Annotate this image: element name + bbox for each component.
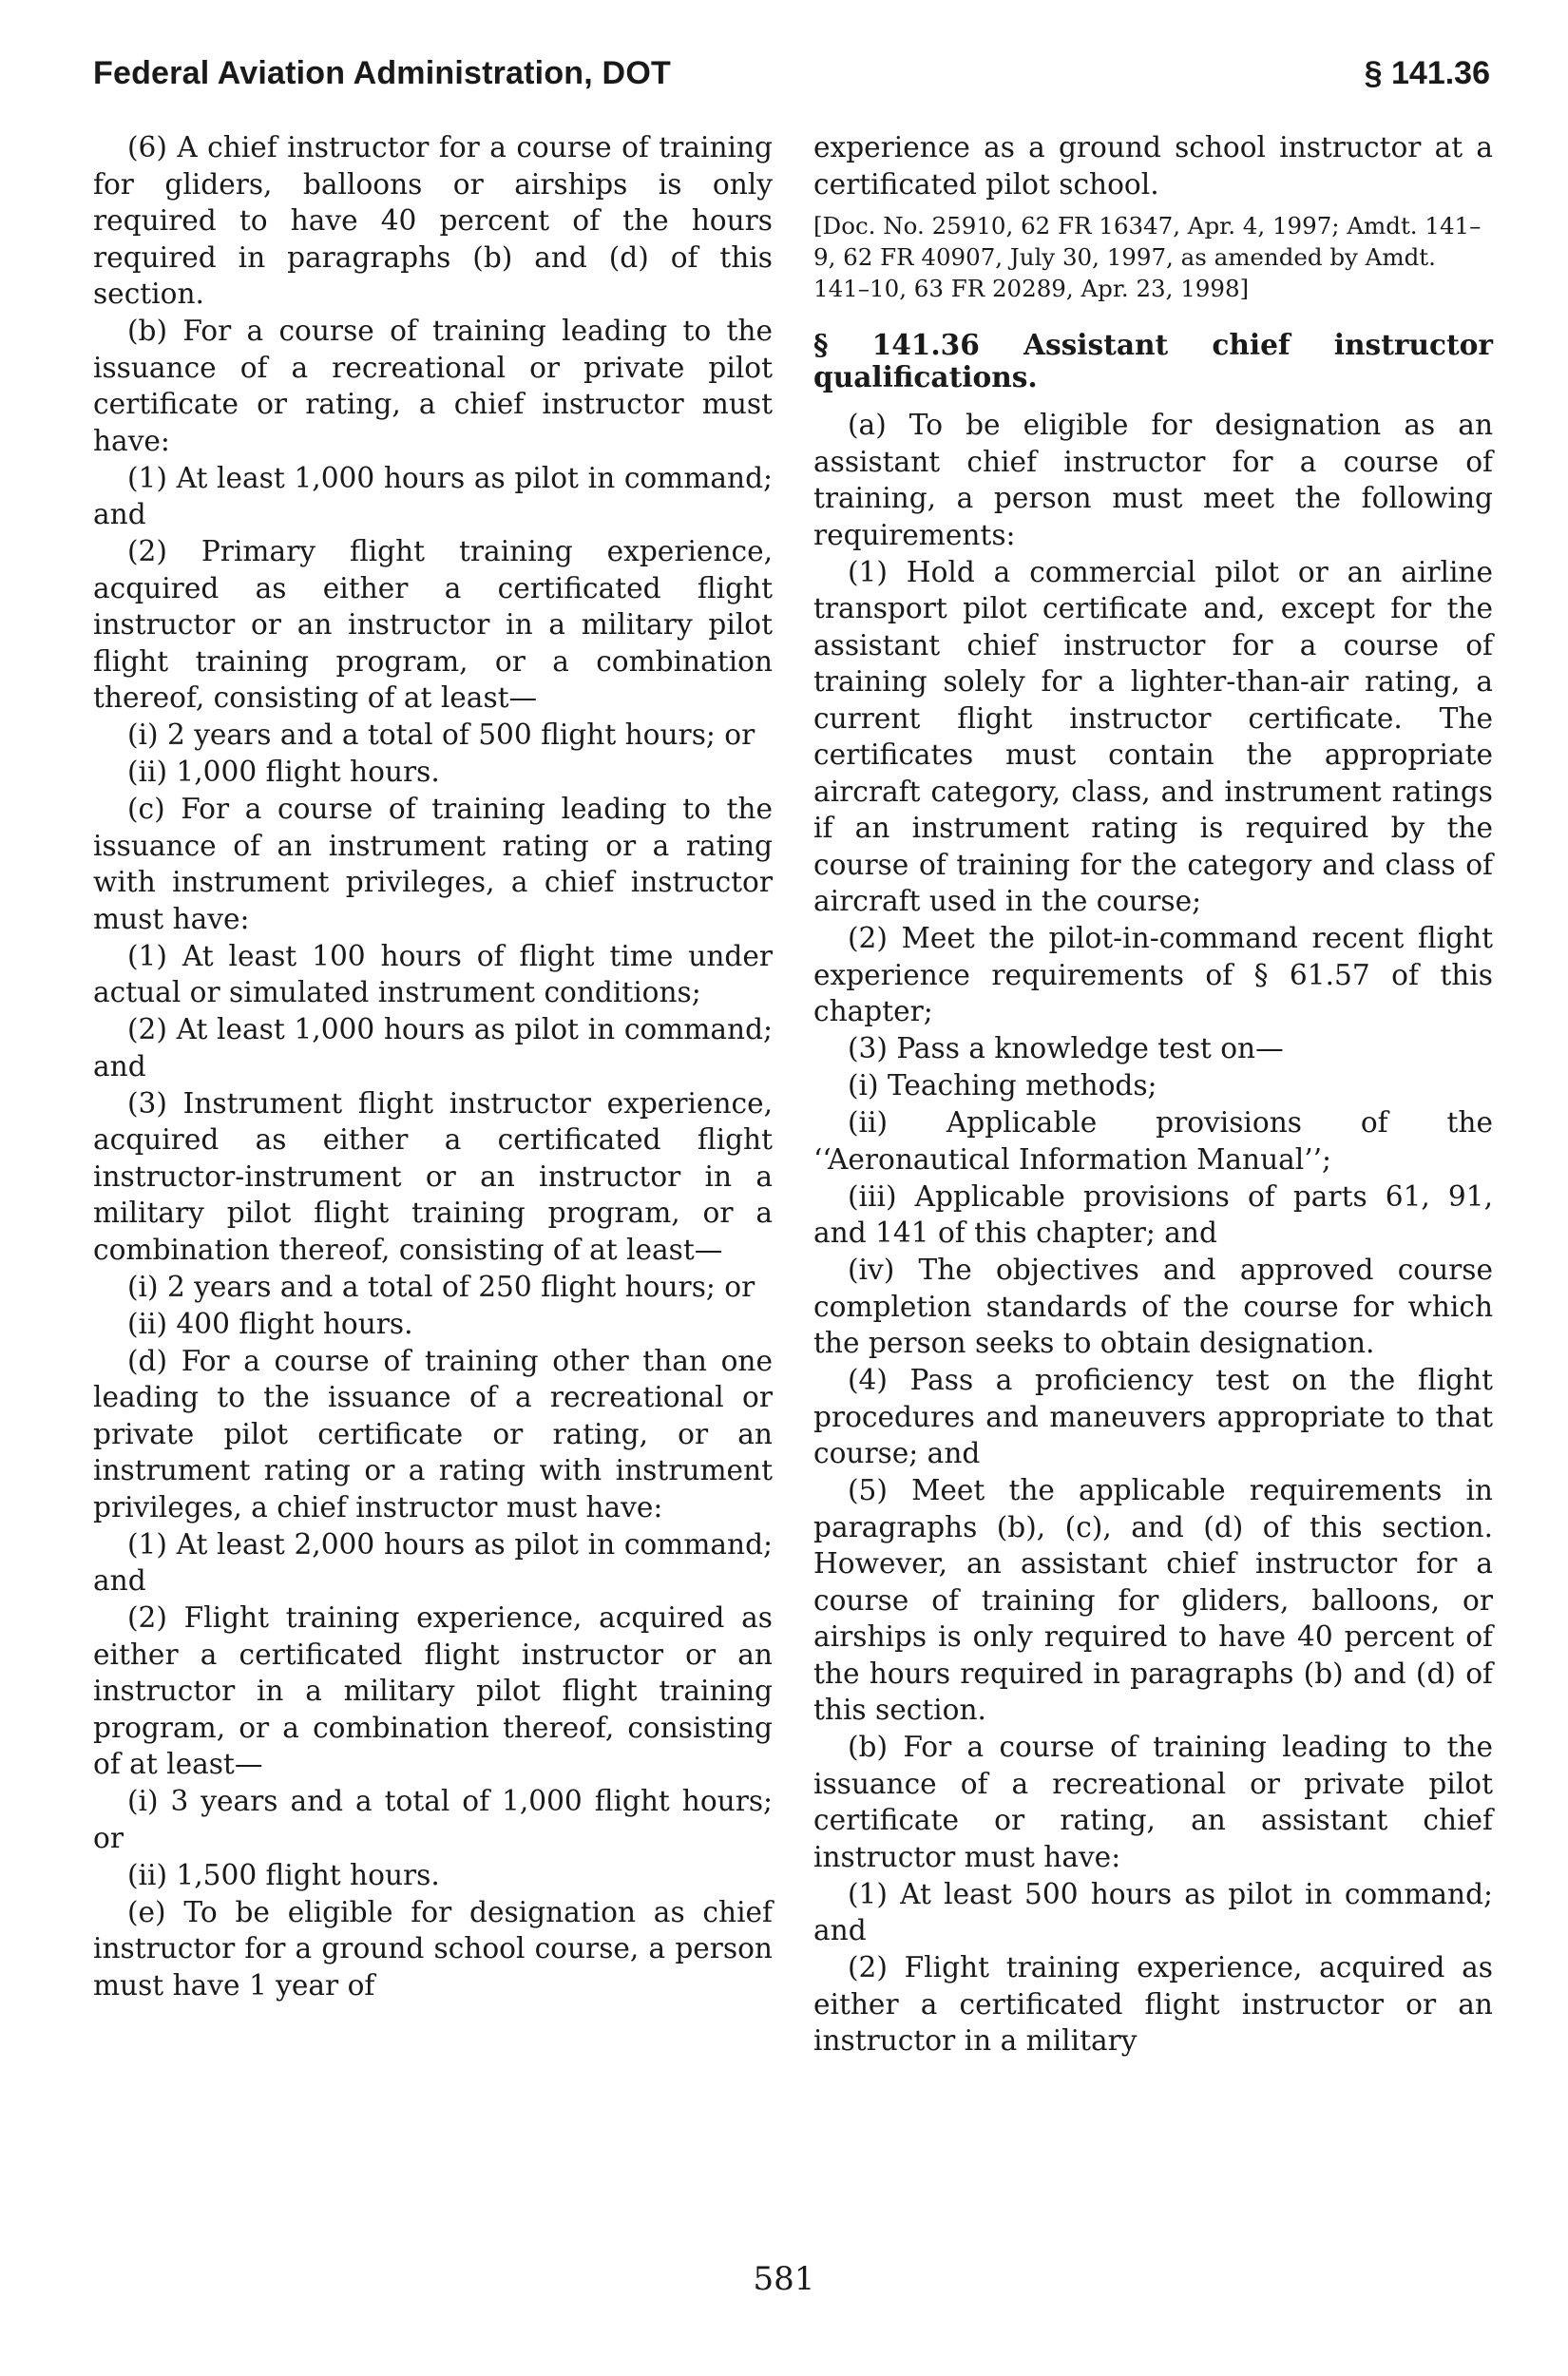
running-header: [93, 55, 1490, 103]
paragraph: (2) Primary flight training experience, acquired as either a certificated flight instructor or an instructor in a military pilot flight training program, or a combination thereof, consisting of at least—: [93, 535, 773, 714]
paragraph: (2) Flight training experience, acquired as either a certificated flight instructor or an instructor in a military: [813, 1951, 1493, 2057]
paragraph: (e) To be eligible for designation as chief instructor for a ground school course, a person must have 1 year of: [93, 1895, 773, 2002]
paragraph: (d) For a course of training other than one leading to the issuance of a recreational or private pilot certificate or rating, or an instrument rating or a rating with instrument privileges, a chief instructor must have:: [93, 1344, 773, 1523]
section-number: § 141.36: [1364, 55, 1490, 91]
paragraph: (i) Teaching methods;: [848, 1069, 1157, 1102]
paragraph: (iv) The objectives and approved course completion standards of the course for which the person seeks to obtain designation.: [813, 1254, 1493, 1359]
paragraph: (6) A chief instructor for a course of training for gliders, balloons or airships is only required to have 40 percent of the hours required in paragraphs (b) and (d) of this section.: [93, 131, 773, 310]
paragraph: (5) Meet the applicable requirements in paragraphs (b), (c), and (d) of this section. However, an assistant chief instructor for a course of training for gliders, balloons, or airships is only required to have 40 percent of the hours required in paragraphs (b) and (d) of this section.: [813, 1474, 1493, 1726]
paragraph: (3) Instrument flight instructor experience, acquired as either a certificated flight instructor-instrument or an instructor in a military pilot flight training program, or a combination thereof, consisting of at least—: [93, 1086, 773, 1266]
section-heading-continuation: qualifications.: [813, 360, 1038, 393]
paragraph: (i) 2 years and a total of 500 flight hours; or: [127, 719, 755, 751]
paragraph: (b) For a course of training leading to the issuance of a recreational or private pilot certificate or rating, an assistant chief instructor must have:: [813, 1731, 1493, 1873]
paragraph: (a) To be eligible for designation as an assistant chief instructor for a course of training, a person must meet the following requirements:: [813, 409, 1493, 551]
paragraph: (ii) 1,000 flight hours.: [127, 756, 440, 788]
paragraph: (i) 2 years and a total of 250 flight hours; or: [127, 1270, 755, 1303]
paragraph: (1) At least 100 hours of flight time under actual or simulated instrument conditions;: [93, 939, 773, 1008]
paragraph: (3) Pass a knowledge test on—: [848, 1032, 1284, 1064]
page-number: 581: [753, 2260, 815, 2298]
paragraph: (ii) 400 flight hours.: [127, 1307, 413, 1340]
right-column: [813, 129, 1493, 2060]
paragraph: (4) Pass a proficiency test on the flight procedures and maneuvers appropriate to that course; and: [813, 1364, 1493, 1469]
agency-title: Federal Aviation Administration, DOT: [93, 55, 671, 91]
paragraph: (2) At least 1,000 hours as pilot in command; and: [93, 1013, 773, 1083]
paragraph: (1) At least 2,000 hours as pilot in command; and: [93, 1527, 773, 1597]
section-heading-title: § 141.36 Assistant chief instructor: [813, 328, 1493, 361]
paragraph: (iii) Applicable provisions of parts 61, 91, and 141 of this chapter; and: [813, 1179, 1493, 1249]
source-note: [Doc. No. 25910, 62 FR 16347, Apr. 4, 1997; Amdt. 141–9, 62 FR 40907, July 30, 1997, as amended by Amdt. 141–10, 63 FR 20289, Apr. 23, 1998]: [813, 212, 1482, 302]
paragraph: (1) At least 1,000 hours as pilot in command; and: [93, 461, 773, 530]
paragraph: (ii) Applicable provisions of the ‘‘Aeronautical Information Manual’’;: [813, 1106, 1493, 1176]
paragraph: (2) Meet the pilot-in-command recent flight experience requirements of § 61.57 of this chapter;: [813, 922, 1493, 1027]
left-column: [93, 129, 773, 2004]
paragraph: (1) Hold a commercial pilot or an airline transport pilot certificate and, except for the assistant chief instructor for a course of training solely for a lighter-than-air rating, a current flight instructor certificate. The certificates must contain the appropriate aircraft category, class, and instrument ratings if an instrument rating is required by the course of training for the category and class of aircraft used in the course;: [813, 555, 1493, 917]
paragraph: (ii) 1,500 flight hours.: [127, 1858, 440, 1891]
paragraph: (c) For a course of training leading to the issuance of an instrument rating or a rating with instrument privileges, a chief instructor must have:: [93, 793, 773, 935]
paragraph: (2) Flight training experience, acquired as either a certificated flight instructor or an instructor in a military pilot flight training program, or a combination thereof, consisting of at least—: [93, 1601, 773, 1780]
paragraph: (i) 3 years and a total of 1,000 flight hours; or: [93, 1785, 773, 1854]
paragraph: (1) At least 500 hours as pilot in command; and: [813, 1877, 1493, 1946]
paragraph-continued: experience as a ground school instructor at a certificated pilot school.: [813, 131, 1493, 201]
paragraph: (b) For a course of training leading to the issuance of a recreational or private pilot certificate or rating, a chief instructor must have:: [93, 315, 773, 457]
section-heading: [813, 329, 1493, 393]
